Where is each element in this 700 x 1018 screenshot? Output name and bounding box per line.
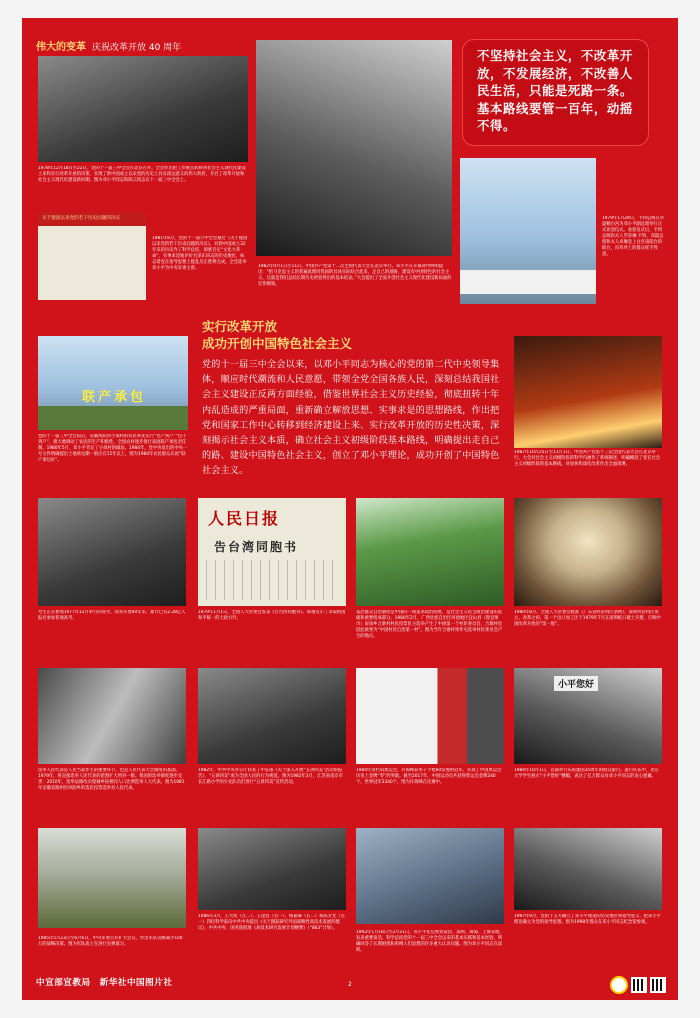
- caption-election: 选举人民代表是人民当家作主的重要环节，也是人民代表大会制度的基础。1979年，将直接选举人民代表的范围扩大到县一级。我国的选举制度逐步完善：2010年，选举法修改实现城乡按相同人口比例选举人大代表。图为1981年安徽省滁州县凤阳乡的选民投票选举县人民代表。: [38, 768, 185, 791]
- caption-five-stresses: 1982年，中共中央办公厅转发了中宣部《关于深入开展“五讲四美”活动的报告》，“五讲四美”成为全国人民的行为规范。图为1982年3月，江苏省南京市长江路小学的少先队员们进行“五讲四美”宣传活动。: [198, 768, 343, 785]
- poster-sheet: [22, 18, 678, 1000]
- qr-code-icon: [650, 977, 666, 993]
- photo-plenum-1978: [38, 56, 248, 162]
- section-headline: [202, 318, 352, 352]
- banner-text: 小平您好: [554, 676, 598, 691]
- emblem-icon: [610, 976, 628, 994]
- caption-white-house: 1979年1月29日，卡特总统在华盛顿白宫为邓小平副总理举行正式欢迎仪式。欢迎仪式后，卡特总统和夫人罗莎琳·卡特，邓副总理和夫人卓琳登上白宫南阳台的阳台，向草坪上的群众挥手致意。: [602, 216, 665, 257]
- photo-twelfth-congress: [256, 40, 452, 256]
- photo-contract-responsibility: [38, 336, 188, 430]
- caption-southern-tour: 1992年1月18日至2月21日，邓小平先后视察武昌、深圳、珠海、上海等地，发表重要谈话。科学总结党的十一届三中全会以来的基本实践和基本经验，明确回答了长期困扰和束缚人们思想的许多重大认识问题。图为邓小平同志在深圳。: [356, 930, 504, 953]
- headline-line-2: 成功开创中国特色社会主义: [202, 336, 353, 351]
- caption-plenum-1978: 1978年12月18日至22日，党的十一届三中全会在北京召开。全会作出把工作重点转移到社会主义现代化建设上来和实行改革开放的决策，实现了新中国成立以来党的历史上具有深远意义的伟大转折，开启了改革开放和社会主义现代化建设新时期。图为邓小平同志和陈云同志在十一届三中全会上。: [38, 166, 246, 183]
- photo-xu-haifeng: [356, 668, 504, 764]
- series-subtitle: 庆祝改革开放 40 周年: [92, 43, 182, 53]
- caption-peoples-daily: 1979年1月1日，全国人大常委会发表《告台湾同胞书》，郑重宣示了争取祖国和平统一的大政方针。: [198, 610, 346, 621]
- series-header: [36, 38, 181, 53]
- photo-peoples-daily: [198, 498, 346, 606]
- caption-gaokao: 考生正在参加1977年12月举行的高考，改革开放40年来，累计已有2.28亿人报名参加普通高考。: [38, 610, 186, 621]
- section-body: 党的十一届三中全会以来，以邓小平同志为核心的党的第二代中央领导集体，顺应时代潮流和人民意愿，带领全党全国各族人民，深刻总结我国社会主义建设正反两方面经验，借鉴世界社会主义历史经验，彻底扭转十年内乱造成的严重局面，重新确立解放思想、实事求是的思想路线，作出把党和国家工作中心转移到经济建设上来、实行改革开放的历史性决策，深刻揭示社会主义本质，确立社会主义初级阶段基本路线，明确提出走自己的路、建设中国特色社会主义，创立了邓小平理论，成功开创了中国特色社会主义。: [202, 360, 500, 477]
- publisher-footer: 中宣部宣教局 新华社中国图片社: [36, 978, 173, 988]
- photo-southern-tour: [356, 828, 504, 924]
- caption-shekou: 1980年8月，全国人大常委会批准《广东省经济特区条例》，深圳经济特区成立。改革之初，第一个出口加工区于1979年7月在深圳蛇口破土开建，打响中国改革开放的“第一炮”。: [514, 610, 661, 627]
- caption-863: 1986年3月，王大珩（左二）、王淦昌（右一）、杨嘉墀（右二）和陈芳允（左一）四位科学家向中共中央提出《关于跟踪研究外国战略性高技术发展的建议》，中共中央、国务院批准《高技术研究发展计划纲要》（“863”计划）。: [198, 914, 345, 931]
- caption-thirteenth-congress: 1987年10月25日至11月1日，中国共产党第十三次全国代表大会在北京举行。大会对社会主义初级阶段的科学内涵作了系统阐述，明确概括了党在社会主义初级阶段的基本路线，对加快和深化改革作出全面部署。: [514, 450, 661, 467]
- caption-contract-responsibility: 党的十一届三中全会前后，安徽凤阳县小岗村的农民率先实行“包产到户”“包干到户”，极大地调动了农民的生产积极性，全国农村逐步推行家庭联产承包责任制。1980年5月，邓小平肯定了小岗村的做法。1984年，党中央发出的中央一号文件明确提出土地承包期一般应在15年以上，图为1984年农民群众庆祝“联产承包好”。: [38, 434, 188, 463]
- footer-codes: [610, 976, 666, 994]
- photo-memorial-hall: [514, 828, 662, 910]
- photo-hello-xiaoping: [514, 668, 662, 764]
- deng-quote-box: [462, 39, 649, 146]
- photo-thirteenth-congress: [514, 336, 662, 448]
- caption-military: 1985年5月23日至6月6日，中央军委召开扩大会议，作出军队员额减少100万的战略决策。图为军队战士在进行实弹演习。: [38, 936, 183, 947]
- headline-line-1: 实行改革开放: [202, 319, 278, 334]
- photo-shekou-blast: [514, 498, 662, 606]
- parade-ground: [38, 406, 188, 430]
- caption-resolution-1981: 1981年6月，党的十一届六中全会通过《关于建国以来党的若干历史问题的决议》，对新中国成立32年来的历史作了科学总结，彻底否定“文化大革命”，实事求是地评价毛泽东同志的历史地位，标志着党在指导思想上拨乱反正胜利完成。全会选举邓小平为中央军委主席。: [152, 236, 248, 271]
- photo-five-stresses: [198, 668, 346, 764]
- photo-resolution-document: [38, 212, 146, 300]
- newspaper-masthead: 人民日报: [208, 509, 281, 528]
- contract-slogan: 联产承包: [82, 390, 147, 405]
- page-number: 2: [348, 981, 352, 988]
- photo-gaokao-1977: [38, 498, 186, 606]
- photo-village-committee: [356, 498, 504, 606]
- deng-quote-text: 不坚持社会主义，不改革开放，不发展经济，不改善人民生活，只能是死路一条。基本路线要管一百年，动摇不得。: [477, 48, 633, 133]
- caption-village-committee: 基层群众自治制度是中国的一项基本政治制度，是社会主义民主政治建设的基础和重要组成部分。1980年2月，广西壮族自治区河池地区宜山县（现宜州市）屏南乡合寨村村民投票民主选举产生了中国第一个村民委员会，合寨村也因此被誉为“中国村民自治第一村”。图为当年合寨村果作屯选举村民委员会产生的地点。: [356, 610, 503, 639]
- photo-scientists-863: [198, 828, 346, 910]
- photo-election-voting: [38, 668, 186, 764]
- photo-military-exercise: [38, 828, 186, 928]
- series-title: 伟大的变革: [36, 42, 86, 53]
- photo-white-house-1979: [460, 158, 596, 304]
- caption-twelfth-congress: 1982年9月1日至11日，中国共产党第十二次全国代表大会在北京举行。邓小平在开幕词中鲜明提出：“把马克思主义的普遍真理同我国的具体实际结合起来，走自己的道路，建设有中国特色的社会主义，这就是我们总结长期历史经验得出的基本结论。”大会提出了全面开创社会主义现代化建设新局面的宏伟纲领。: [258, 264, 452, 287]
- newspaper-columns: [206, 560, 338, 600]
- resolution-title: 关于建国以来党的若干历史问题的决议: [42, 216, 121, 221]
- caption-xu-haifeng: 1984年洛杉矶奥运会，许海峰获男子手枪60发慢射冠军，实现了中国奥运会历史上金牌“零”的突破。截至2017年，中国运动员共获得奥运会金牌240个，世界冠军3340个。图为许海峰在比赛中。: [356, 768, 502, 785]
- caption-hello-xiaoping: 1984年10月1日，首都举行庆祝建国35周年的群众游行。游行队伍中，北京大学学生展示“小平您好”横幅，表达了亿万群众对邓小平同志的衷心爱戴。: [514, 768, 659, 779]
- caption-fifteenth-congress: 1997年9月，党的十五大确立了邓小平理论的历史地位和指导意义，把邓小平理论确立为党的指导思想。图为1998年群众在邓小平同志纪念馆参观。: [514, 914, 661, 925]
- newspaper-headline: 告台湾同胞书: [214, 540, 299, 554]
- balcony-railing: [460, 270, 596, 294]
- qr-code-icon: [631, 977, 647, 993]
